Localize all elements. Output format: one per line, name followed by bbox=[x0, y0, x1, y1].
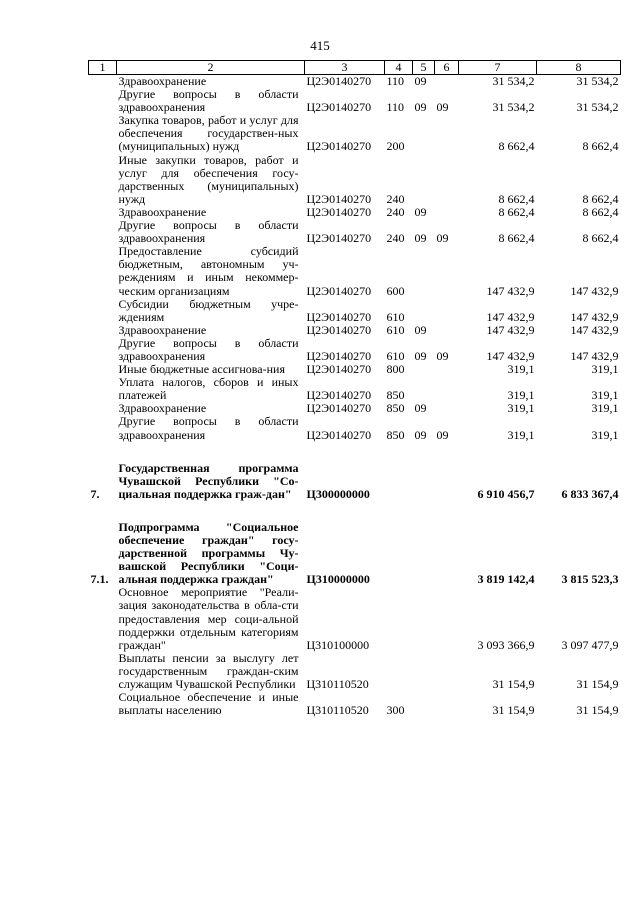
row-number bbox=[89, 376, 117, 402]
row-name: Основное мероприятие "Реали-зация законодательства в обла-сти предоставления мер соци-альной поддержки отдельным категориям граждан" bbox=[118, 585, 299, 652]
row-number bbox=[89, 652, 117, 691]
section-code: 09 bbox=[414, 401, 427, 416]
target-article-code: Ц2Э0140270 bbox=[306, 191, 372, 206]
table-row bbox=[89, 337, 621, 363]
expense-type bbox=[385, 521, 413, 586]
table-row bbox=[89, 691, 621, 717]
amount-year-1: 147 432,9 bbox=[486, 283, 535, 298]
amount-year-2: 147 432,9 bbox=[570, 348, 619, 363]
section-code bbox=[413, 691, 435, 717]
subsection-code bbox=[435, 652, 459, 691]
subsection-code bbox=[435, 206, 459, 219]
target-article-code: Ц2Э0140270 bbox=[306, 309, 372, 324]
header-col-2: 2 bbox=[117, 61, 305, 75]
expense-type: 240 bbox=[386, 231, 405, 246]
table-row bbox=[89, 245, 621, 297]
amount-year-2: 147 432,9 bbox=[570, 322, 619, 337]
amount-year-2: 319,1 bbox=[591, 362, 619, 377]
target-article-code: Ц2Э0140270 bbox=[306, 231, 372, 246]
amount-year-1: 319,1 bbox=[507, 362, 535, 377]
row-name: Социальное обеспечение и иные выплаты населению bbox=[118, 690, 299, 718]
row-number bbox=[89, 206, 117, 219]
amount-year-1: 8 662,4 bbox=[498, 231, 535, 246]
spacer-row bbox=[89, 501, 621, 521]
table-row bbox=[89, 219, 621, 245]
section-code bbox=[413, 462, 435, 501]
amount-year-1: 31 534,2 bbox=[492, 100, 535, 115]
amount-year-2: 8 662,4 bbox=[582, 191, 619, 206]
amount-year-1: 6 910 456,7 bbox=[477, 486, 535, 501]
amount-year-2: 319,1 bbox=[591, 388, 619, 403]
target-article-code: Ц310110520 bbox=[306, 703, 369, 718]
table-row bbox=[89, 298, 621, 324]
row-name: Закупка товаров, работ и услуг для обеспечения государствен-ных (муниципальных) нужд bbox=[118, 113, 299, 154]
target-article-code: Ц2Э0140270 bbox=[306, 388, 372, 403]
amount-year-1: 8 662,4 bbox=[498, 204, 535, 219]
table-row bbox=[89, 586, 621, 651]
amount-year-1: 31 534,2 bbox=[492, 74, 535, 88]
section-code bbox=[413, 376, 435, 402]
header-col-5: 5 bbox=[413, 61, 435, 75]
row-number bbox=[89, 324, 117, 337]
subsection-code bbox=[435, 586, 459, 651]
header-col-4: 4 bbox=[385, 61, 413, 75]
target-article-code: Ц300000000 bbox=[306, 486, 370, 501]
subsection-code bbox=[435, 521, 459, 586]
expense-type: 200 bbox=[386, 139, 405, 154]
table-row bbox=[89, 521, 621, 586]
section-code bbox=[413, 154, 435, 206]
target-article-code: Ц310000000 bbox=[306, 572, 370, 587]
table-row bbox=[89, 154, 621, 206]
amount-year-1: 319,1 bbox=[507, 427, 535, 442]
row-number: 7.1. bbox=[90, 572, 109, 587]
subsection-code bbox=[435, 402, 459, 415]
row-number bbox=[89, 114, 117, 153]
target-article-code: Ц2Э0140270 bbox=[306, 74, 372, 88]
amount-year-2: 8 662,4 bbox=[582, 204, 619, 219]
target-article-code: Ц2Э0140270 bbox=[306, 401, 372, 416]
amount-year-1: 319,1 bbox=[507, 401, 535, 416]
subsection-code bbox=[435, 154, 459, 206]
amount-year-1: 147 432,9 bbox=[486, 322, 535, 337]
amount-year-1: 3 093 366,9 bbox=[477, 637, 535, 652]
target-article-code: Ц310100000 bbox=[306, 637, 370, 652]
row-number bbox=[89, 415, 117, 441]
amount-year-2: 3 815 523,3 bbox=[561, 572, 619, 587]
header-col-8: 8 bbox=[537, 61, 621, 75]
amount-year-2: 319,1 bbox=[591, 427, 619, 442]
row-name: Здравоохранение bbox=[118, 204, 207, 219]
table-row bbox=[89, 114, 621, 153]
row-number bbox=[89, 586, 117, 651]
section-code bbox=[413, 521, 435, 586]
amount-year-2: 8 662,4 bbox=[582, 231, 619, 246]
subsection-code bbox=[435, 376, 459, 402]
table-row bbox=[89, 652, 621, 691]
row-number bbox=[89, 219, 117, 245]
subsection-code bbox=[435, 324, 459, 337]
row-name: Иные бюджетные ассигнова-ния bbox=[118, 362, 285, 377]
target-article-code: Ц2Э0140270 bbox=[306, 139, 372, 154]
subsection-code: 09 bbox=[436, 427, 449, 442]
amount-year-2: 31 154,9 bbox=[576, 703, 619, 718]
row-name: Другие вопросы в области здравоохранения bbox=[118, 87, 299, 115]
expense-type: 850 bbox=[386, 427, 405, 442]
row-number bbox=[89, 402, 117, 415]
row-name: Предоставление субсидий бюджетным, автономным уч-реждениям и иным некоммер-ческим организациям bbox=[118, 244, 299, 298]
amount-year-1: 147 432,9 bbox=[486, 348, 535, 363]
row-number: 7. bbox=[90, 486, 100, 501]
row-number bbox=[89, 337, 117, 363]
row-number bbox=[89, 691, 117, 717]
subsection-code: 09 bbox=[436, 100, 449, 115]
section-code bbox=[413, 245, 435, 297]
amount-year-1: 3 819 142,4 bbox=[477, 572, 535, 587]
target-article-code: Ц2Э0140270 bbox=[306, 100, 372, 115]
target-article-code: Ц2Э0140270 bbox=[306, 348, 372, 363]
subsection-code: 09 bbox=[436, 348, 449, 363]
row-number bbox=[89, 245, 117, 297]
row-number bbox=[89, 75, 117, 89]
subsection-code bbox=[435, 298, 459, 324]
table-row bbox=[89, 462, 621, 501]
section-code: 09 bbox=[414, 100, 427, 115]
expense-type: 850 bbox=[386, 388, 405, 403]
amount-year-2: 31 154,9 bbox=[576, 677, 619, 692]
row-number bbox=[89, 154, 117, 206]
section-code bbox=[413, 652, 435, 691]
subsection-code bbox=[435, 462, 459, 501]
target-article-code: Ц2Э0140270 bbox=[306, 427, 372, 442]
expense-type: 850 bbox=[386, 401, 405, 416]
row-name: Другие вопросы в области здравоохранения bbox=[118, 218, 299, 246]
row-name: Выплаты пенсии за выслугу лет государственным граждан-ским служащим Чувашской Республики bbox=[118, 650, 299, 692]
target-article-code: Ц2Э0140270 bbox=[306, 204, 372, 219]
header-col-6: 6 bbox=[435, 61, 459, 75]
header-col-3: 3 bbox=[305, 61, 385, 75]
table-row bbox=[89, 88, 621, 114]
amount-year-1: 8 662,4 bbox=[498, 191, 535, 206]
expense-type: 110 bbox=[386, 100, 405, 115]
table-row bbox=[89, 324, 621, 337]
subsection-code bbox=[435, 245, 459, 297]
amount-year-2: 8 662,4 bbox=[582, 139, 619, 154]
expense-type: 800 bbox=[386, 362, 405, 377]
row-name: Государственная программа Чувашской Республики "Со-циальная поддержка граж-дан" bbox=[118, 460, 299, 501]
expense-type bbox=[385, 462, 413, 501]
section-code: 09 bbox=[414, 74, 427, 88]
section-code bbox=[413, 586, 435, 651]
section-code: 09 bbox=[414, 348, 427, 363]
header-col-1: 1 bbox=[89, 61, 117, 75]
row-name: Другие вопросы в области здравоохранения bbox=[118, 335, 299, 363]
table-row bbox=[89, 415, 621, 441]
row-number bbox=[89, 363, 117, 376]
subsection-code bbox=[435, 363, 459, 376]
expense-type bbox=[385, 652, 413, 691]
target-article-code: Ц310110520 bbox=[306, 677, 369, 692]
section-code: 09 bbox=[414, 322, 427, 337]
row-name: Субсидии бюджетным учре-ждениям bbox=[118, 296, 299, 324]
row-name: Иные закупки товаров, работ и услуг для обеспечения госу-дарственных (муниципальных) нужд bbox=[118, 152, 299, 206]
expense-type: 240 bbox=[386, 204, 405, 219]
target-article-code: Ц2Э0140270 bbox=[306, 283, 372, 298]
table-row bbox=[89, 376, 621, 402]
amount-year-2: 3 097 477,9 bbox=[561, 637, 619, 652]
amount-year-2: 6 833 367,4 bbox=[561, 486, 619, 501]
subsection-code bbox=[435, 691, 459, 717]
row-name: Здравоохранение bbox=[118, 74, 207, 88]
amount-year-2: 31 534,2 bbox=[576, 100, 619, 115]
row-name: Подпрограмма "Социальное обеспечение граждан" госу-дарственной программы Чу-вашской Республики "Соци-альная поддержка граждан" bbox=[118, 519, 299, 587]
page-number: 415 bbox=[310, 38, 330, 53]
section-code: 09 bbox=[414, 204, 427, 219]
target-article-code: Ц2Э0140270 bbox=[306, 362, 372, 377]
section-code bbox=[413, 298, 435, 324]
expense-type: 600 bbox=[386, 283, 405, 298]
row-name: Здравоохранение bbox=[118, 401, 207, 416]
budget-table bbox=[88, 60, 621, 717]
section-code bbox=[413, 363, 435, 376]
section-code: 09 bbox=[414, 427, 427, 442]
table-row bbox=[89, 75, 621, 89]
table-header-row bbox=[89, 61, 621, 75]
amount-year-1: 319,1 bbox=[507, 388, 535, 403]
amount-year-2: 147 432,9 bbox=[570, 283, 619, 298]
subsection-code bbox=[435, 114, 459, 153]
spacer-row bbox=[89, 442, 621, 462]
expense-type: 610 bbox=[386, 348, 405, 363]
amount-year-1: 31 154,9 bbox=[492, 703, 535, 718]
expense-type bbox=[385, 586, 413, 651]
target-article-code: Ц2Э0140270 bbox=[306, 322, 372, 337]
amount-year-2: 319,1 bbox=[591, 401, 619, 416]
amount-year-1: 8 662,4 bbox=[498, 139, 535, 154]
amount-year-2: 31 534,2 bbox=[576, 74, 619, 88]
subsection-code: 09 bbox=[436, 231, 449, 246]
subsection-code bbox=[435, 75, 459, 89]
row-name: Здравоохранение bbox=[118, 322, 207, 337]
expense-type: 610 bbox=[386, 309, 405, 324]
amount-year-2: 147 432,9 bbox=[570, 309, 619, 324]
expense-type: 610 bbox=[386, 322, 405, 337]
amount-year-1: 147 432,9 bbox=[486, 309, 535, 324]
expense-type: 300 bbox=[386, 703, 405, 718]
row-number bbox=[89, 88, 117, 114]
row-name: Уплата налогов, сборов и иных платежей bbox=[118, 375, 299, 403]
row-number bbox=[89, 298, 117, 324]
section-code: 09 bbox=[414, 231, 427, 246]
expense-type: 110 bbox=[386, 74, 405, 88]
amount-year-1: 31 154,9 bbox=[492, 677, 535, 692]
header-col-7: 7 bbox=[459, 61, 537, 75]
row-name: Другие вопросы в области здравоохранения bbox=[118, 414, 299, 442]
section-code bbox=[413, 114, 435, 153]
expense-type: 240 bbox=[386, 191, 405, 206]
